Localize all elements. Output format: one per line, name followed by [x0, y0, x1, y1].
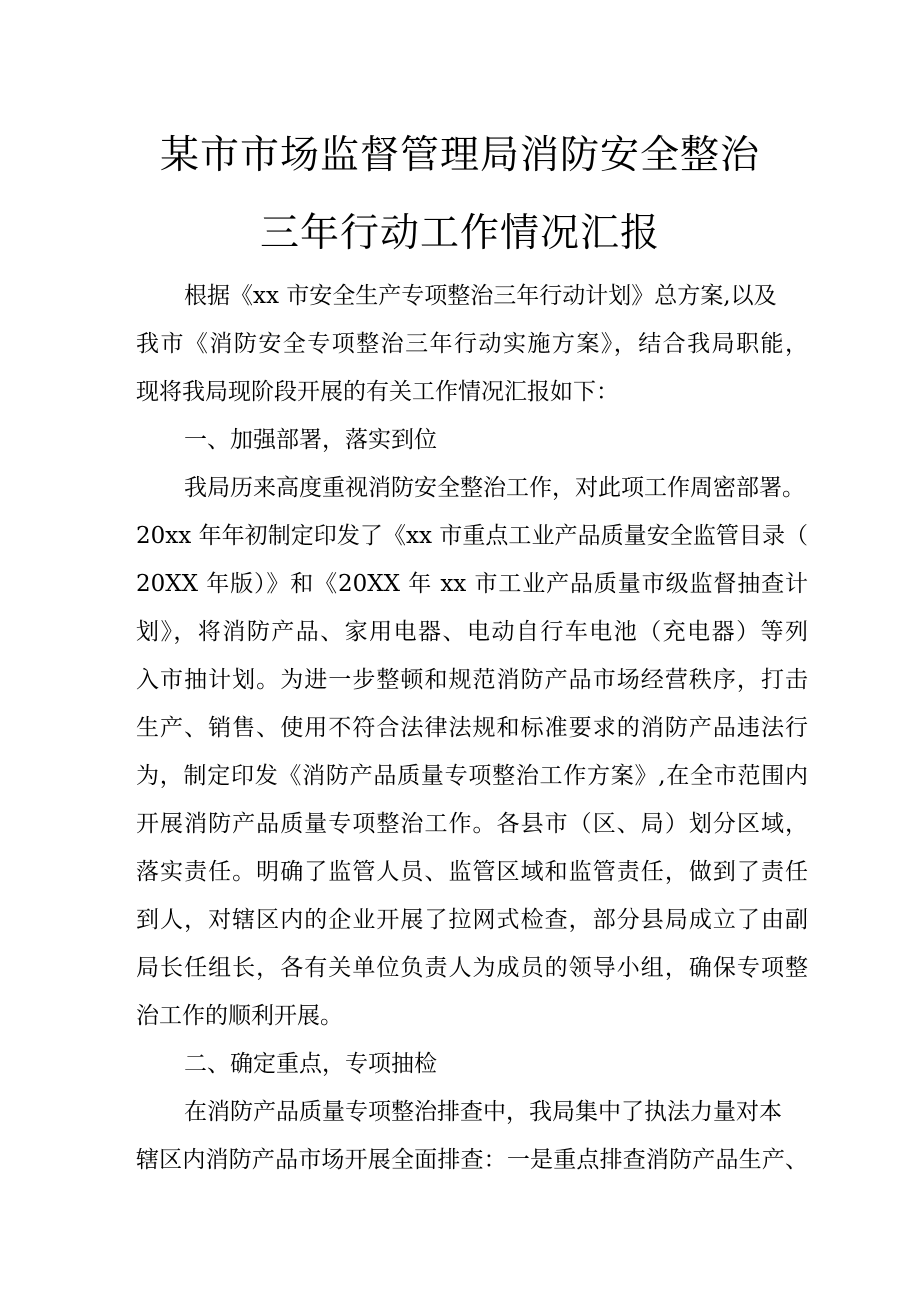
paragraph-3-line-1: 在消防产品质量专项整治排查中，我局集中了执法力量对本 [184, 1099, 782, 1125]
paragraph-2-line-2: 20xx 年年初制定印发了《xx 市重点工业产品质量安全监管目录（ [136, 523, 808, 549]
document-body [136, 272, 808, 1184]
paragraph-1-line-3: 现将我局现阶段开展的有关工作情况汇报如下： [136, 379, 619, 405]
paragraph-1-line-1: 根据《xx 市安全生产专项整治三年行动计划》总方案,以及 [184, 283, 777, 309]
paragraph-3-line-2: 辖区内消防产品市场开展全面排查：一是重点排查消防产品生产、 [136, 1147, 808, 1173]
paragraph-2-line-11: 局长任组长，各有关单位负责人为成员的领导小组，确保专项整 [136, 955, 808, 981]
paragraph-2-line-9: 落实责任。明确了监管人员、监管区域和监管责任，做到了责任 [136, 859, 808, 885]
section-heading-2: 二、确定重点，专项抽检 [184, 1051, 437, 1077]
document-title-line-1: 某市市场监督管理局消防安全整治 [159, 133, 760, 178]
paragraph-2-line-3: 20XX 年版）》和《20XX 年 xx 市工业产品质量市级监督抽查计 [136, 571, 808, 597]
paragraph-2-line-4: 划》，将消防产品、家用电器、电动自行车电池（充电器）等列 [136, 619, 808, 645]
paragraph-2-line-10: 到人，对辖区内的企业开展了拉网式检查，部分县局成立了由副 [136, 907, 808, 933]
section-heading-1: 一、加强部署，落实到位 [184, 427, 437, 453]
paragraph-2-line-1: 我局历来高度重视消防安全整治工作，对此项工作周密部署。 [184, 475, 805, 501]
paragraph-2-line-12: 治工作的顺利开展。 [136, 1003, 343, 1029]
paragraph-1-line-2: 我市《消防安全专项整治三年行动实施方案》，结合我局职能， [136, 331, 808, 357]
paragraph-2-line-6: 生产、销售、使用不符合法律法规和标准要求的消防产品违法行 [136, 715, 808, 741]
paragraph-2-line-7: 为，制定印发《消防产品质量专项整治工作方案》,在全市范围内 [136, 763, 808, 789]
paragraph-2-line-8: 开展消防产品质量专项整治工作。各县市（区、局）划分区域， [136, 811, 808, 837]
paragraph-2-line-5: 入市抽计划。为进一步整顿和规范消防产品市场经营秩序，打击 [136, 667, 808, 693]
document-title-line-2: 三年行动工作情况汇报 [259, 211, 660, 256]
